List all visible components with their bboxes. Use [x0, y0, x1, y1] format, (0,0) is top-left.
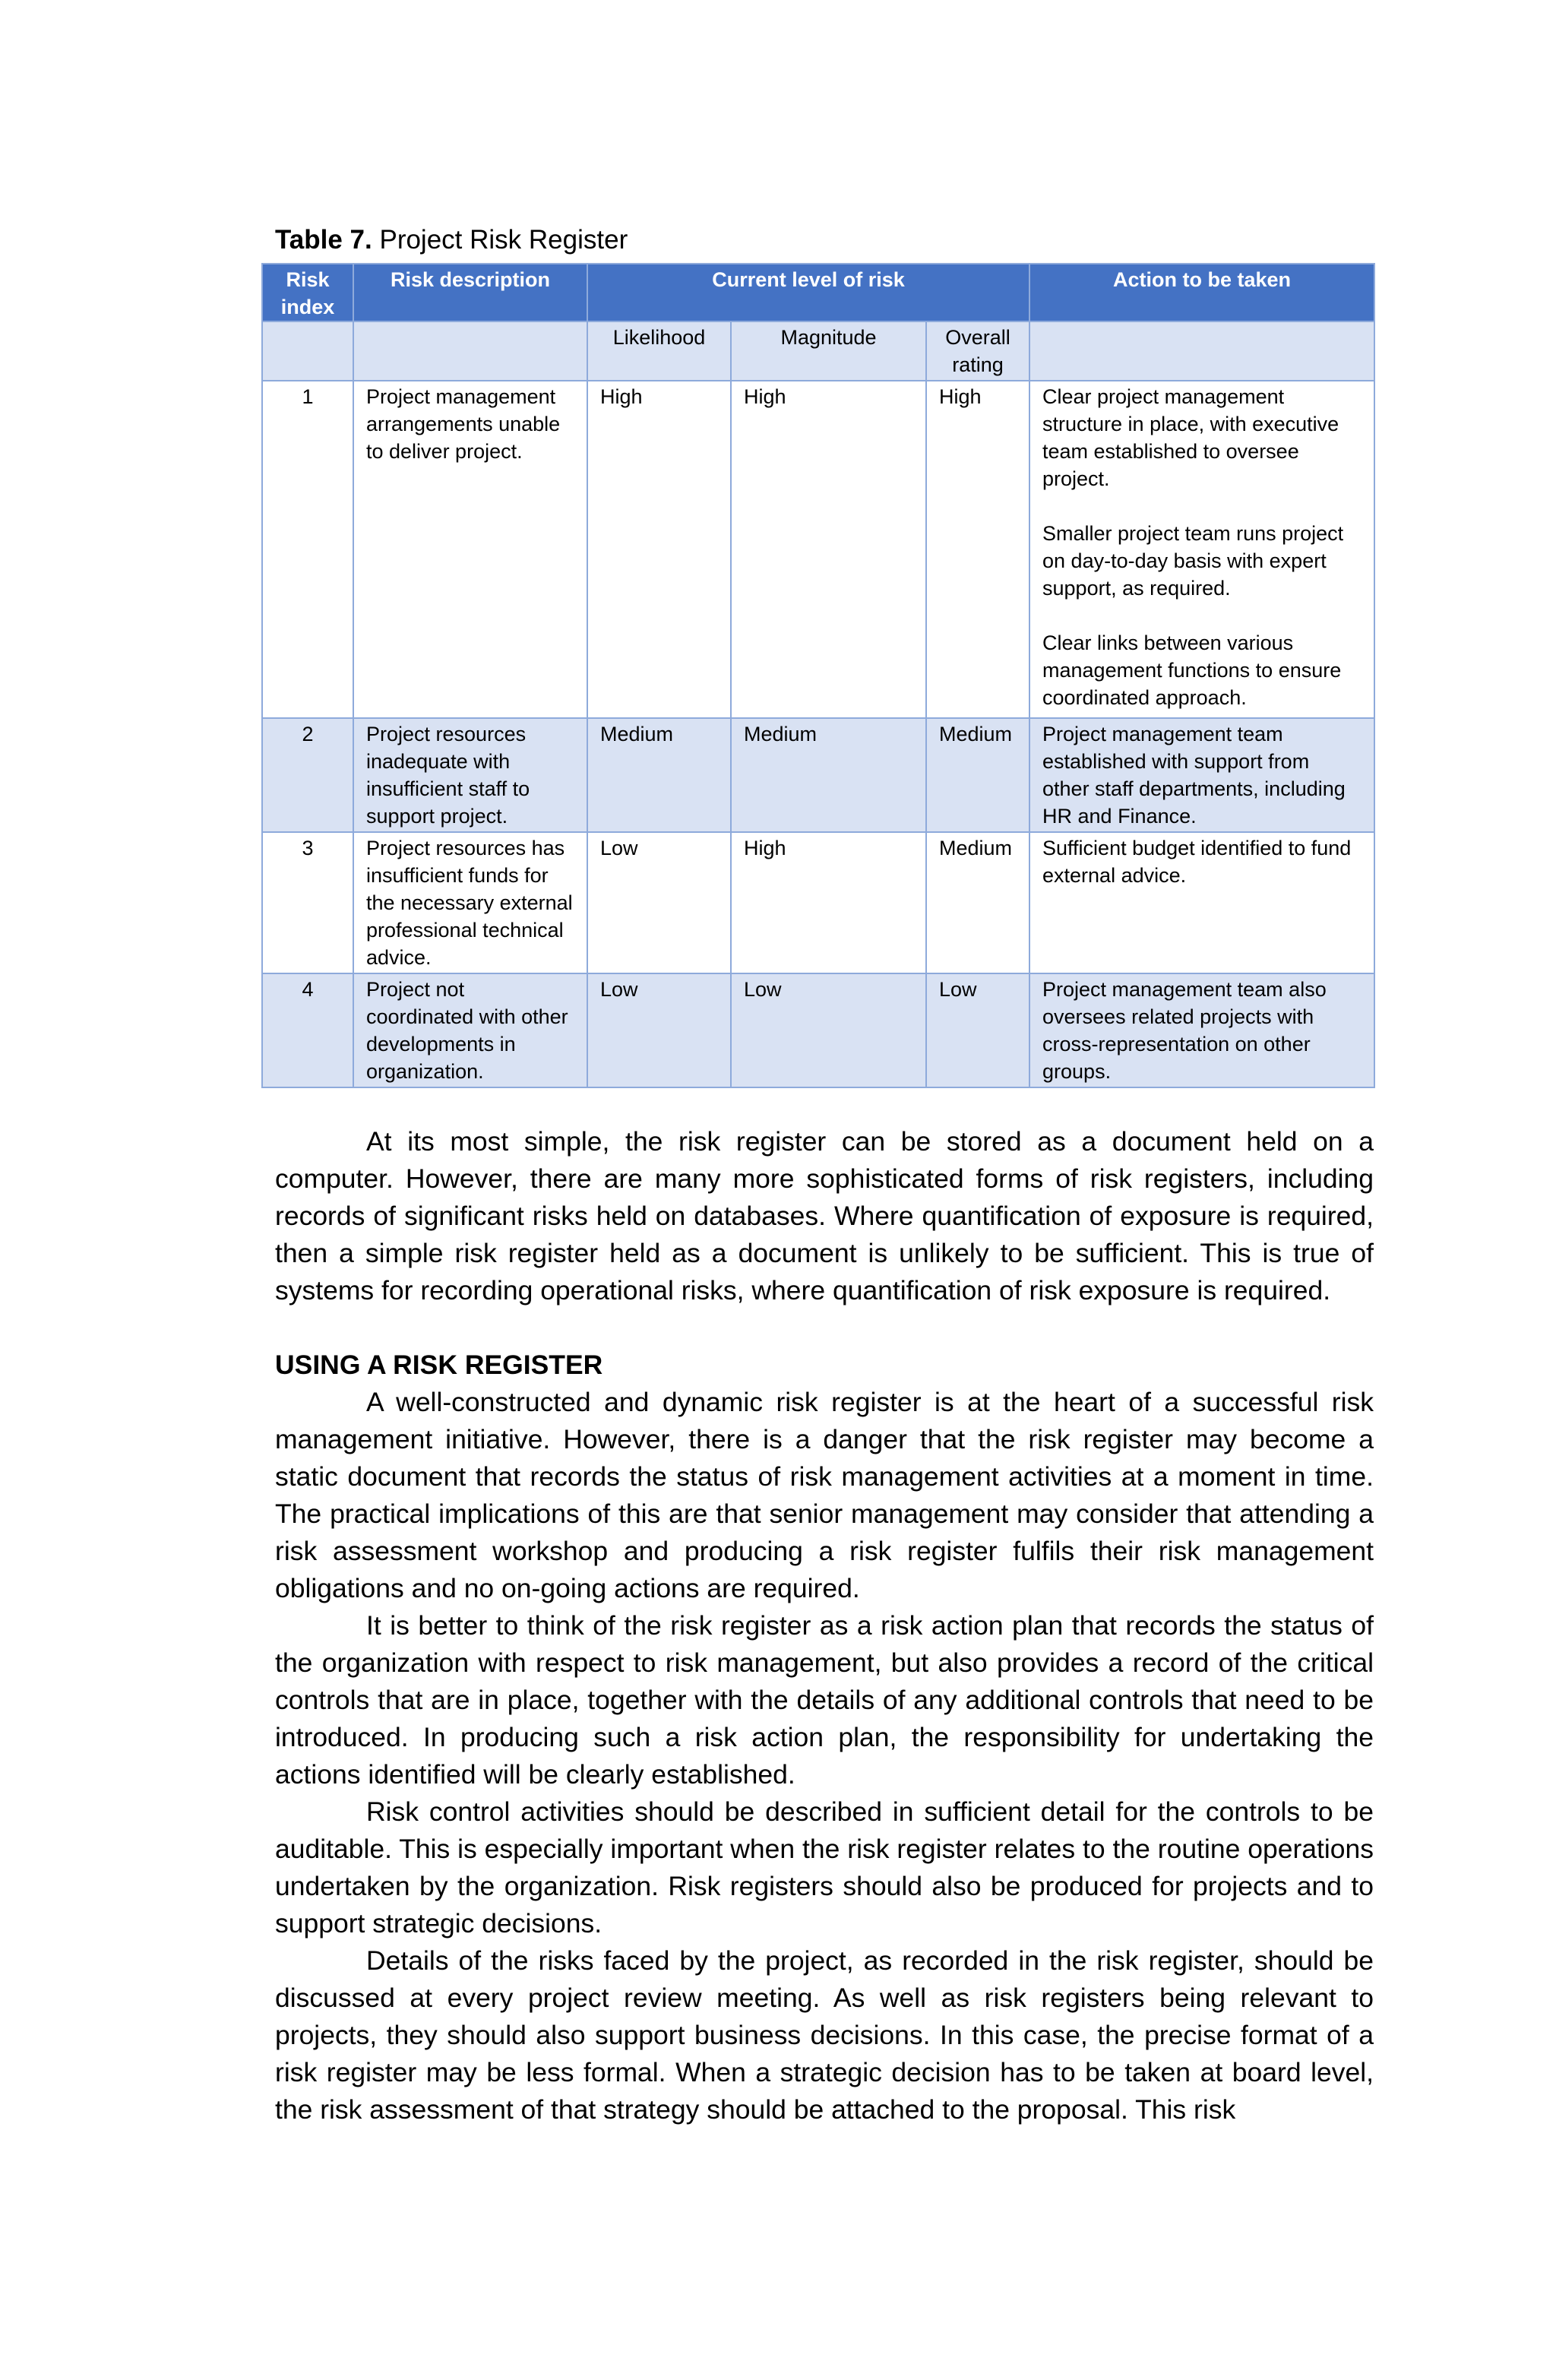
table-row: [262, 973, 1374, 1087]
cell-index: 4: [262, 973, 353, 1087]
cell-likelihood: Low: [587, 973, 731, 1087]
paragraph: A well-constructed and dynamic risk register is at the heart of a successful risk management initiative. However, there is a danger that the risk register may become a static document that records the status of risk management activities at a moment in time. The practical implications of this are that senior management may consider that attending a risk assessment workshop and producing a risk register fulfils their risk management obligations and no on-going actions are required.: [275, 1387, 1374, 1603]
cell-index: 1: [262, 381, 353, 718]
section-heading: USING A RISK REGISTER: [275, 1350, 603, 1380]
cell-action: [1029, 381, 1374, 718]
action-item: Project management team established with support from other staff departments, including HR and Finance.: [1042, 723, 1346, 828]
table-row: [262, 718, 1374, 832]
cell-overall: High: [926, 381, 1029, 718]
cell-likelihood: Low: [587, 832, 731, 973]
cell-magnitude: Medium: [731, 718, 926, 832]
table-row: [262, 832, 1374, 973]
cell-overall: Medium: [926, 832, 1029, 973]
cell-overall: Low: [926, 973, 1029, 1087]
cell-magnitude: High: [731, 832, 926, 973]
header-risk-description: Risk description: [353, 264, 587, 321]
table-caption-title: Project Risk Register: [379, 225, 628, 255]
cell-description: Project resources has insufficient funds for the necessary external professional technical advice.: [353, 832, 587, 973]
cell-likelihood: Medium: [587, 718, 731, 832]
cell-action: [1029, 973, 1374, 1087]
action-item: Project management team also oversees related projects with cross-representation on other groups.: [1042, 978, 1327, 1083]
paragraph: Details of the risks faced by the project, as recorded in the risk register, should be discussed at every project review meeting. As well as risk registers being relevant to projects, they should also support business decisions. In this case, the precise format of a risk register may be less formal. When a strategic decision has to be taken at board level, the risk assessment of that strategy should be attached to the proposal. This risk: [275, 1945, 1374, 2125]
subheader-empty: [353, 321, 587, 381]
risk-register-table: [261, 263, 1375, 1088]
action-item: Clear links between various management functions to ensure coordinated approach.: [1042, 631, 1342, 709]
paragraph: Risk control activities should be described in sufficient detail for the controls to be auditable. This is especially important when the risk register relates to the routine operations undertaken by the organization. Risk registers should also be produced for projects and to support strategic decisions.: [275, 1796, 1374, 1938]
body-text: [275, 1123, 1374, 2128]
table-row: [262, 381, 1374, 718]
cell-action: [1029, 832, 1374, 973]
action-item: Smaller project team runs project on day-to-day basis with expert support, as required.: [1042, 522, 1344, 600]
cell-index: 3: [262, 832, 353, 973]
cell-description: Project not coordinated with other developments in organization.: [353, 973, 587, 1087]
header-risk-index: Risk index: [262, 264, 353, 321]
paragraph: It is better to think of the risk register as a risk action plan that records the status of the organization with respect to risk management, but also provides a record of the critical controls that are in place, together with the details of any additional controls that need to be introduced. In producing such a risk action plan, the responsibility for undertaking the actions identified will be clearly established.: [275, 1610, 1374, 1790]
cell-description: Project management arrangements unable to deliver project.: [353, 381, 587, 718]
cell-description: Project resources inadequate with insufficient staff to support project.: [353, 718, 587, 832]
cell-overall: Medium: [926, 718, 1029, 832]
table-caption: [275, 223, 628, 257]
cell-action: [1029, 718, 1374, 832]
action-item: Clear project management structure in place, with executive team established to oversee project.: [1042, 385, 1339, 490]
cell-magnitude: Low: [731, 973, 926, 1087]
action-item: Sufficient budget identified to fund external advice.: [1042, 837, 1352, 887]
subheader-magnitude: Magnitude: [731, 321, 926, 381]
subheader-empty: [262, 321, 353, 381]
subheader-empty: [1029, 321, 1374, 381]
cell-magnitude: High: [731, 381, 926, 718]
cell-index: 2: [262, 718, 353, 832]
table-caption-label: Table 7.: [275, 225, 372, 255]
table-subheader-row: [262, 321, 1374, 381]
subheader-overall: Overall rating: [926, 321, 1029, 381]
paragraph: At its most simple, the risk register can be stored as a document held on a computer. However, there are many more sophisticated forms of risk registers, including records of significant risks held on databases. Where quantification of exposure is required, then a simple risk register held as a document is unlikely to be sufficient. This is true of systems for recording operational risks, where quantification of risk exposure is required.: [275, 1126, 1374, 1306]
cell-likelihood: High: [587, 381, 731, 718]
table-header-row: [262, 264, 1374, 321]
header-action: Action to be taken: [1029, 264, 1374, 321]
subheader-likelihood: Likelihood: [587, 321, 731, 381]
header-current-level: Current level of risk: [587, 264, 1029, 321]
